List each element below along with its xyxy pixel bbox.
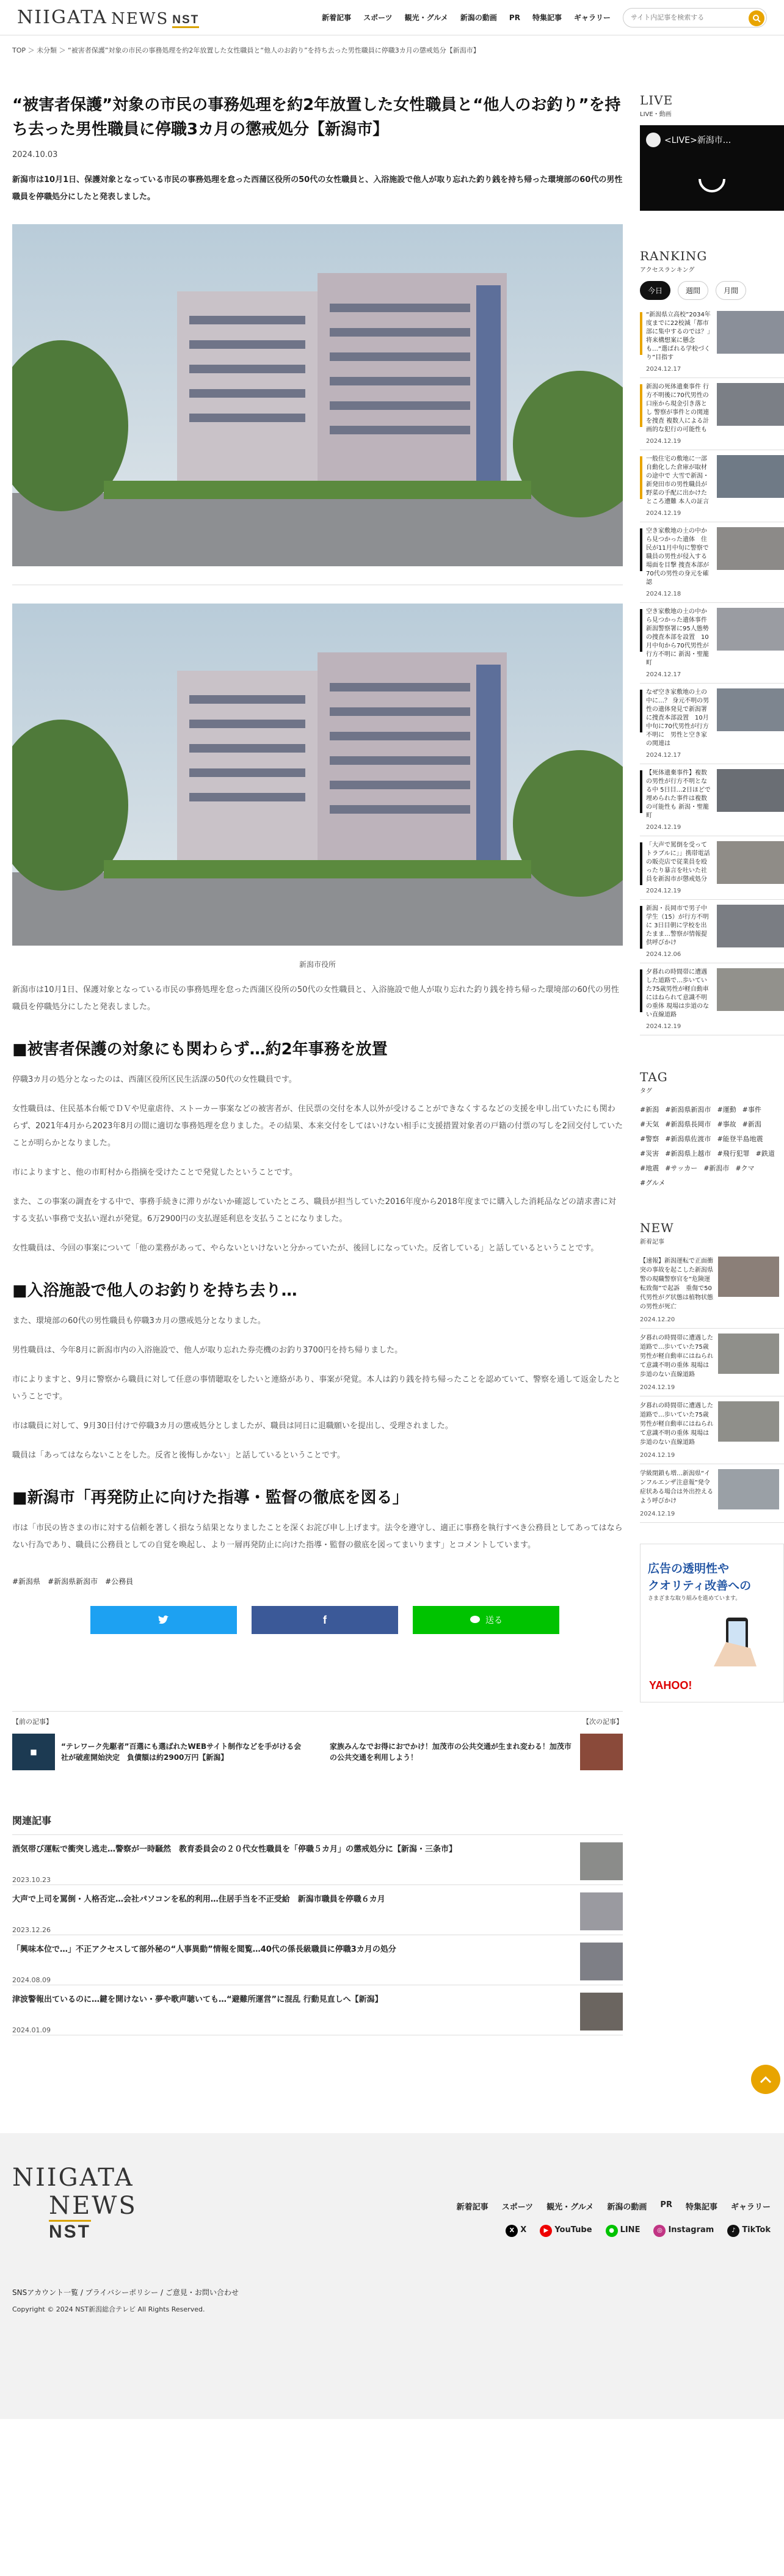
share-line-button[interactable] (413, 1606, 559, 1634)
news-title: 夕暮れの時間帯に遭遇した道路で…歩いていた75歳男性が軽自動車にはねられて意識不明の重体 現場は歩道のない直線道路 (640, 1335, 713, 1378)
logo-nst: NST (172, 14, 199, 28)
paragraph: 女性職員は、今回の事案について「他の業務があって、やらないといけないと分かっていたが、後回しになっていた。反省している」と話しているということです。 (12, 1244, 599, 1253)
tag-link[interactable]: #地震 (640, 1164, 659, 1172)
rank-marker (640, 456, 642, 499)
ad-phone-hand-icon (702, 1611, 775, 1666)
ranking-item[interactable] (640, 963, 784, 1035)
footer-logo-news: NEWS (49, 2192, 137, 2220)
sns-youtube-label: YouTube (554, 2225, 592, 2235)
ranking-thumbnail (717, 383, 784, 426)
ranking-title: 一般住宅の敷地に一部自動化した倉庫が取材の途中で 大雪で新潟・新発田市の男性職員が野菜の手配に出かけたところ遭難 本人の証言 (646, 456, 710, 505)
tag-link[interactable]: #事故 (717, 1120, 736, 1128)
sns-tiktok-label: TikTok (742, 2225, 771, 2235)
news-date: 2024.12.19 (640, 1384, 675, 1391)
prev-label: 【前の記事】 (12, 1718, 53, 1726)
youtube-icon: ▶ (540, 2225, 552, 2237)
tag-link[interactable]: #新潟県長岡市 (665, 1120, 711, 1128)
footer-nav-gourmet[interactable]: 観光・グルメ (546, 2203, 594, 2212)
back-to-top-button[interactable] (751, 2065, 780, 2094)
paragraph: また、この事案の調査をする中で、事務手続きに滞りがないか確認していたところ、職員が担当していた2016年度から2018年度までに購入した消耗品などの請求書に対する支払い事務で支払い遅れが発覚。6万2900円の支払遅延利息を支払うことになりました。 (12, 1197, 616, 1224)
ranking-item[interactable] (640, 684, 784, 764)
news-item[interactable] (640, 1329, 784, 1396)
related-item[interactable] (12, 1885, 623, 1935)
news-thumbnail (718, 1257, 779, 1297)
ranking-item[interactable] (640, 306, 784, 378)
article-main (12, 93, 623, 2035)
share-buttons (12, 1606, 623, 1634)
article-title: “被害者保護”対象の市民の事務処理を約2年放置した女性職員と“他人のお釣り”を持ち去った男性職員に停職3カ月の懲戒処分【新潟市】 (12, 96, 621, 139)
news-date: 2024.12.19 (640, 1511, 675, 1517)
footer-logo-nst: NST (49, 2220, 91, 2242)
ranking-item[interactable] (640, 900, 784, 963)
sns-line-link[interactable] (606, 2225, 641, 2237)
ranking-date: 2024.12.19 (646, 438, 681, 445)
search-button[interactable] (749, 10, 764, 26)
tag-link[interactable]: #能登半島地震 (717, 1135, 763, 1143)
rank-marker (640, 528, 642, 571)
ranking-thumbnail (717, 455, 784, 498)
footer-nav-video[interactable]: 新潟の動画 (607, 2203, 647, 2212)
live-video-title: <LIVE>新潟市... (664, 136, 731, 145)
tag-link[interactable]: #新潟県上越市 (665, 1150, 711, 1158)
tiktok-icon: ♪ (727, 2225, 739, 2237)
ranking-title: 【死体遺棄事件】複数の男性が行方不明となる中 5日目…2日ほどで埋められた事件は複数の可能性も 新潟・聖籠町 (646, 770, 711, 819)
search-box (623, 8, 767, 27)
next-title: 家族みんなでお得におでかけ！加茂市の公共交通が生まれ変わる！加茂市の公共交通を利用しよう！ (330, 1742, 572, 1762)
prev-article[interactable] (12, 1717, 305, 1770)
logo-news: NEWS (111, 10, 169, 28)
related-thumbnail (580, 1993, 623, 2031)
ranking-thumbnail (717, 968, 784, 1011)
prev-thumbnail: ■ (12, 1734, 55, 1770)
tag-link[interactable]: #グルメ (640, 1179, 666, 1187)
ranking-title: “新潟県立高校”2034年度までに22校減「都市部に集中するのでは？」将来構想案に懸念も…“選ばれる学校づくり”目指す (646, 312, 711, 361)
footer-nav-sports[interactable]: スポーツ (501, 2203, 534, 2212)
paragraph: 市によりますと、他の市町村から指摘を受けたことで発覚したということです。 (12, 1168, 297, 1177)
article-pager (12, 1711, 623, 1770)
image-caption: 新潟市役所 (299, 960, 336, 969)
sns-tiktok-link[interactable] (727, 2225, 771, 2237)
article-date: 2024.10.03 (12, 150, 58, 159)
site-footer (0, 2133, 784, 2419)
sidebar (640, 93, 784, 2035)
related-item[interactable] (12, 1835, 623, 1885)
paragraph: 女性職員は、住民基本台帳でＤＶや児童虐待、ストーカー事案などの被害者が、住民票の交付を本人以外が受けることができなくするなどの支援を申し出ていたにも関わらず、2021年4月から2023年8月の間に適切な事務処理を怠りました。その結果、本来交付をしてはいけない相手に支援措置対象者の戸籍の付票の写しを2回交付していたことが明らかとなりました。 (12, 1104, 623, 1148)
sns-instagram-link[interactable] (653, 2225, 714, 2237)
ad-headline-2: クオリティ改善への (648, 1579, 752, 1593)
tag-link[interactable]: #飛行犯罪 (717, 1150, 750, 1158)
footer-nav-pr[interactable]: PR (660, 2200, 672, 2209)
news-title: 夕暮れの時間帯に遭遇した道路で…歩いていた75歳男性が軽自動車にはねられて意識不明の重体 現場は歩道のない直線道路 (640, 1403, 713, 1446)
related-date: 2024.08.09 (12, 1976, 51, 1984)
ranking-thumbnail (717, 608, 784, 651)
search-input[interactable] (631, 13, 741, 21)
tag-subheading: タグ (640, 1088, 652, 1095)
channel-avatar (646, 133, 661, 147)
tag-link[interactable]: #公務員 (105, 1577, 134, 1586)
article-lead: 新潟市は10月1日、保護対象となっている市民の事務処理を怠った西蒲区役所の50代の女性職員と、入浴施設で他人が取り忘れた釣り銭を持ち帰った環境部の60代の男性職員を停職処分にしたと発表しました。 (12, 175, 623, 202)
section-heading: ■新潟市「再発防止に向けた指導・監督の徹底を図る」 (12, 1489, 408, 1507)
ranking-thumbnail (717, 841, 784, 884)
ranking-date: 2024.12.19 (646, 1023, 681, 1030)
related-title: 津波警報出ているのに…鍵を開けない・夢や歌声聴いても…“避難所運営”に混乱 行動見直しへ【新潟】 (12, 1995, 383, 2004)
search-icon (752, 14, 761, 23)
tag-link[interactable]: #クマ (735, 1164, 755, 1172)
share-facebook-button[interactable] (252, 1606, 398, 1634)
prev-title: “テレワーク先駆者”百選にも選ばれたWEBサイト制作などを手がける会社が破産開始決定 負債額は約2900万円【新潟】 (61, 1742, 302, 1762)
tag-link[interactable]: #新潟県新潟市 (665, 1106, 711, 1114)
share-line-label: 送る (485, 1616, 503, 1626)
sns-x-link[interactable] (506, 2225, 526, 2237)
news-item[interactable] (640, 1464, 784, 1523)
ad-brand-logo: YAHOO! (649, 1679, 692, 1691)
nav-new[interactable]: 新着記事 (322, 13, 352, 22)
ranking-title: 空き家敷地の土の中から見つかった遺体 住民が11月中旬に警察で職員の男性が侵入する場面を目撃 捜査本部が70代の男性の身元を確認 (646, 528, 710, 586)
rank-marker (640, 384, 642, 427)
ranking-thumbnail (717, 688, 784, 731)
sns-line-label: LINE (620, 2225, 641, 2235)
related-date: 2023.10.23 (12, 1876, 51, 1884)
advertisement[interactable] (640, 1544, 784, 1702)
news-item[interactable] (640, 1396, 784, 1464)
tag-link[interactable]: #新潟県佐渡市 (665, 1135, 711, 1143)
footer-sns (506, 2225, 771, 2237)
paragraph: 停職3カ月の処分となったのは、西蒲区役所区民生活課の50代の女性職員です。 (12, 1075, 297, 1084)
ad-headline-1: 広告の透明性や (648, 1562, 730, 1575)
ranking-thumbnail (717, 311, 784, 354)
ranking-date: 2024.12.19 (646, 510, 681, 517)
nav-gallery[interactable]: ギャラリー (573, 13, 611, 22)
nav-sports[interactable]: スポーツ (363, 13, 393, 22)
ranking-date: 2024.12.17 (646, 752, 681, 759)
tag-link[interactable]: #新潟県新潟市 (48, 1577, 98, 1586)
next-thumbnail (580, 1734, 623, 1770)
news-title: 【速報】新潟運転で正面衝突の事故を起こした新潟県警の現職警察官を“危険運転致傷”で起訴 重傷で50代男性がグ状態は植物状態の男性が死亡 (640, 1258, 713, 1310)
tag-link[interactable]: #運動 (717, 1106, 736, 1114)
ranking-title: 新潟の死体遺棄事件 行方不明後に70代男性の口座から現金引き落とし 警察が事件との関連を捜査 複数人による計画的な犯行の可能性も (646, 384, 710, 433)
related-title: 酒気帯び運転で衝突し逃走…警察が一時騒然 教育委員会の２０代女性職員を「停職５カ月」の懲戒処分に【新潟・三条市】 (12, 1845, 457, 1854)
tab-monthly[interactable]: 月間 (716, 281, 746, 300)
paragraph: 市は「市民の皆さまの市に対する信頼を著しく損なう結果となりましたことを深くお詫び申し上げます。法令を遵守し、適正に事務を執行すべき公務員としてあってはならない行為であり、職員に公務員としての自覚を喚起し、より一層再発防止に向けた指導・監督の徹底を図ってまいります」とコメントしています。 (12, 1523, 623, 1550)
next-article[interactable] (330, 1717, 623, 1770)
nav-video[interactable]: 新潟の動画 (460, 13, 497, 22)
tag-link[interactable]: #警察 (640, 1135, 659, 1143)
hero-image (12, 224, 623, 566)
site-header (0, 0, 784, 35)
tag-link[interactable]: #災害 (640, 1150, 659, 1158)
related-title: 大声で上司を罵倒・人格否定…会社パソコンを私的利用…住居手当を不正受給 新潟市職員を停職６カ月 (12, 1895, 385, 1904)
news-title: 学級閉鎖も増…新潟県“インフルエンザ注意報”発令 症状ある場合は外出控えるよう呼びかけ (640, 1470, 716, 1505)
paragraph: 男性職員は、今年8月に新潟市内の入浴施設で、他人が取り忘れた券売機のお釣り3700円を持ち帰りました。 (12, 1346, 403, 1355)
nav-pr[interactable]: PR (509, 13, 520, 22)
news-thumbnail (718, 1469, 779, 1509)
nav-feature[interactable]: 特集記事 (532, 13, 562, 22)
ranking-item[interactable] (640, 764, 784, 836)
tag-link[interactable]: #新潟市 (703, 1164, 730, 1172)
ranking-item[interactable] (640, 836, 784, 900)
twitter-icon (158, 1615, 169, 1625)
related-item[interactable] (12, 1985, 623, 2035)
rank-marker (640, 312, 642, 355)
sns-instagram-label: Instagram (668, 2225, 714, 2235)
related-date: 2024.01.09 (12, 2026, 51, 2034)
news-thumbnail (718, 1401, 779, 1442)
news-date: 2024.12.20 (640, 1316, 675, 1323)
rank-marker (640, 609, 642, 652)
new-heading: NEW (640, 1220, 674, 1235)
ranking-title: 「大声で罵倒を受ってトラブルに」」携帯電話の販売店で従業員を殴ったり暴言を吐いた社員を新潟市が懲戒処分 (646, 842, 710, 883)
rank-marker (640, 842, 642, 885)
tag-heading: TAG (640, 1070, 668, 1084)
related-title: 「興味本位で…」不正アクセスして部外秘の“人事異動”情報を閲覧…40代の係長級職員に停職3カ月の処分 (12, 1945, 396, 1954)
article-tags (12, 1576, 623, 1586)
related-thumbnail (580, 1842, 623, 1880)
global-nav (322, 8, 767, 27)
ranking-item[interactable] (640, 450, 784, 522)
sns-x-label: X (520, 2225, 527, 2235)
article-image (12, 604, 623, 946)
footer-nav-new[interactable]: 新着記事 (456, 2203, 488, 2212)
section-heading: ■入浴施設で他人のお釣りを持ち去り… (12, 1282, 297, 1300)
related-heading: 関連記事 (12, 1813, 623, 1835)
ranking-heading: RANKING (640, 249, 708, 263)
ranking-date: 2024.12.17 (646, 671, 681, 678)
related-thumbnail (580, 1943, 623, 1980)
ranking-subheading: アクセスランキング (640, 267, 695, 274)
loading-spinner-icon (694, 161, 730, 197)
next-label: 【次の記事】 (583, 1718, 623, 1726)
ranking-item[interactable] (640, 378, 784, 450)
facebook-icon: f (323, 1613, 327, 1626)
ad-subtext: さまざまな取り組みを進めています。 (648, 1596, 741, 1602)
tag-link[interactable]: #事件 (742, 1106, 761, 1114)
ranking-date: 2024.12.18 (646, 591, 681, 597)
rank-marker (640, 770, 642, 813)
ranking-item[interactable] (640, 603, 784, 684)
ranking-date: 2024.12.19 (646, 888, 681, 894)
ranking-title: 夕暮れの時間帯に遭遇した道路で…歩いていた75歳男性が軽自動車にはねられて意識不明の重体 現場は歩道のない直線道路 (646, 969, 710, 1018)
section-heading: ■被害者保護の対象にも関わらず…約2年事務を放置 (12, 1040, 388, 1059)
related-thumbnail (580, 1892, 623, 1930)
nav-gourmet[interactable]: 観光・グルメ (404, 13, 448, 22)
paragraph: 市は職員に対して、9月30日付けで停職3カ月の懲戒処分としましたが、職員は同日に退職願いを提出し、受理されました。 (12, 1421, 453, 1431)
paragraph: 職員は「あってはならないことをした。反省と後悔しかない」と話しているということです。 (12, 1451, 345, 1460)
tag-link[interactable]: #鉄道 (755, 1150, 775, 1158)
news-thumbnail (718, 1334, 779, 1374)
ranking-thumbnail (717, 769, 784, 812)
sns-youtube-link[interactable] (540, 2225, 592, 2237)
line-icon (470, 1615, 481, 1625)
new-subheading: 新着記事 (640, 1239, 664, 1246)
news-item[interactable] (640, 1252, 784, 1329)
ranking-thumbnail (717, 527, 784, 570)
site-logo[interactable] (17, 7, 199, 28)
ranking-item[interactable] (640, 522, 784, 603)
chevron-up-icon (760, 2075, 772, 2084)
live-heading: LIVE (640, 93, 673, 108)
tab-today[interactable]: 今日 (640, 281, 670, 300)
related-item[interactable] (12, 1935, 623, 1985)
share-twitter-button[interactable] (90, 1606, 237, 1634)
footer-links[interactable]: SNSアカウント一覧 / プライバシーポリシー / ご意見・お問い合わせ (12, 2288, 239, 2297)
x-icon: X (506, 2225, 518, 2237)
ranking-date: 2024.12.17 (646, 366, 681, 373)
tag-link[interactable]: #サッカー (665, 1164, 698, 1172)
footer-nav-gallery[interactable]: ギャラリー (730, 2203, 771, 2212)
tag-link[interactable]: #天気 (640, 1120, 659, 1128)
ranking-title: 空き家敷地の土の中から見つかった遺体事件 新潟警察署に95人態勢の捜査本部を設置 10月中旬から70代男性が行方不明に 新潟・聖籠町 (646, 608, 713, 666)
live-video-player[interactable] (640, 125, 784, 211)
copyright: Copyright © 2024 NST新潟総合テレビ All Rights Reserved. (12, 2305, 205, 2313)
footer-logo-niigata: NIIGATA (12, 2164, 134, 2192)
rank-marker (640, 906, 642, 949)
tag-link[interactable]: #新潟 (742, 1120, 761, 1128)
ranking-title: 新潟・長岡市で男子中学生（15）が行方不明に 3日目朝に学校を出たまま…警察が情報提供呼びかけ (646, 905, 709, 946)
rank-marker (640, 690, 642, 732)
ranking-date: 2024.12.06 (646, 951, 681, 958)
news-date: 2024.12.19 (640, 1452, 675, 1459)
news-list (640, 1252, 784, 1523)
footer-nav-feature[interactable]: 特集記事 (685, 2203, 717, 2212)
ranking-thumbnail (717, 905, 784, 947)
ranking-title: なぜ空き家敷地の土の中に…？ 身元不明の男性の遺体発見で新潟署に捜査本部設置 10月中旬に70代男性が行方不明に 男性と空き家の関連は (646, 689, 710, 747)
tag-link[interactable]: #新潟 (640, 1106, 659, 1114)
related-date: 2023.12.26 (12, 1926, 51, 1934)
logo-niigata: NIIGATA (17, 7, 107, 28)
live-subheading: LIVE・動画 (640, 111, 672, 118)
tag-link[interactable]: #新潟県 (12, 1577, 41, 1586)
breadcrumb[interactable]: TOP ＞ 未分類 ＞ “被害者保護”対象の市民の事務処理を約2年放置した女性職員と“他人のお釣り”を持ち去った男性職員に停職3カ月の懲戒処分【新潟市】 (12, 46, 480, 54)
paragraph: 新潟市は10月1日、保護対象となっている市民の事務処理を怠った西蒲区役所の50代の女性職員と、入浴施設で他人が取り忘れた釣り銭を持ち帰った環境部の60代の男性職員を停職処分にしたと発表しました。 (12, 985, 619, 1012)
paragraph: 市によりますと、9月に警察から職員に対して任意の事情聴取をしたいと連絡があり、事案が発覚。本人は釣り銭を持ち帰ったことを認めていて、警察を通して返金したということです。 (12, 1375, 621, 1401)
ranking-date: 2024.12.19 (646, 824, 681, 831)
footer-nav (457, 2200, 771, 2212)
tab-weekly[interactable]: 週間 (678, 281, 708, 300)
ranking-list (640, 306, 784, 1035)
tag-cloud (640, 1103, 784, 1190)
instagram-icon: ◎ (653, 2225, 666, 2237)
paragraph: また、環境部の60代の男性職員も停職3カ月の懲戒処分となりました。 (12, 1316, 266, 1326)
ranking-tabs (640, 281, 784, 300)
line-icon: ● (606, 2225, 618, 2237)
rank-marker (640, 969, 642, 1012)
